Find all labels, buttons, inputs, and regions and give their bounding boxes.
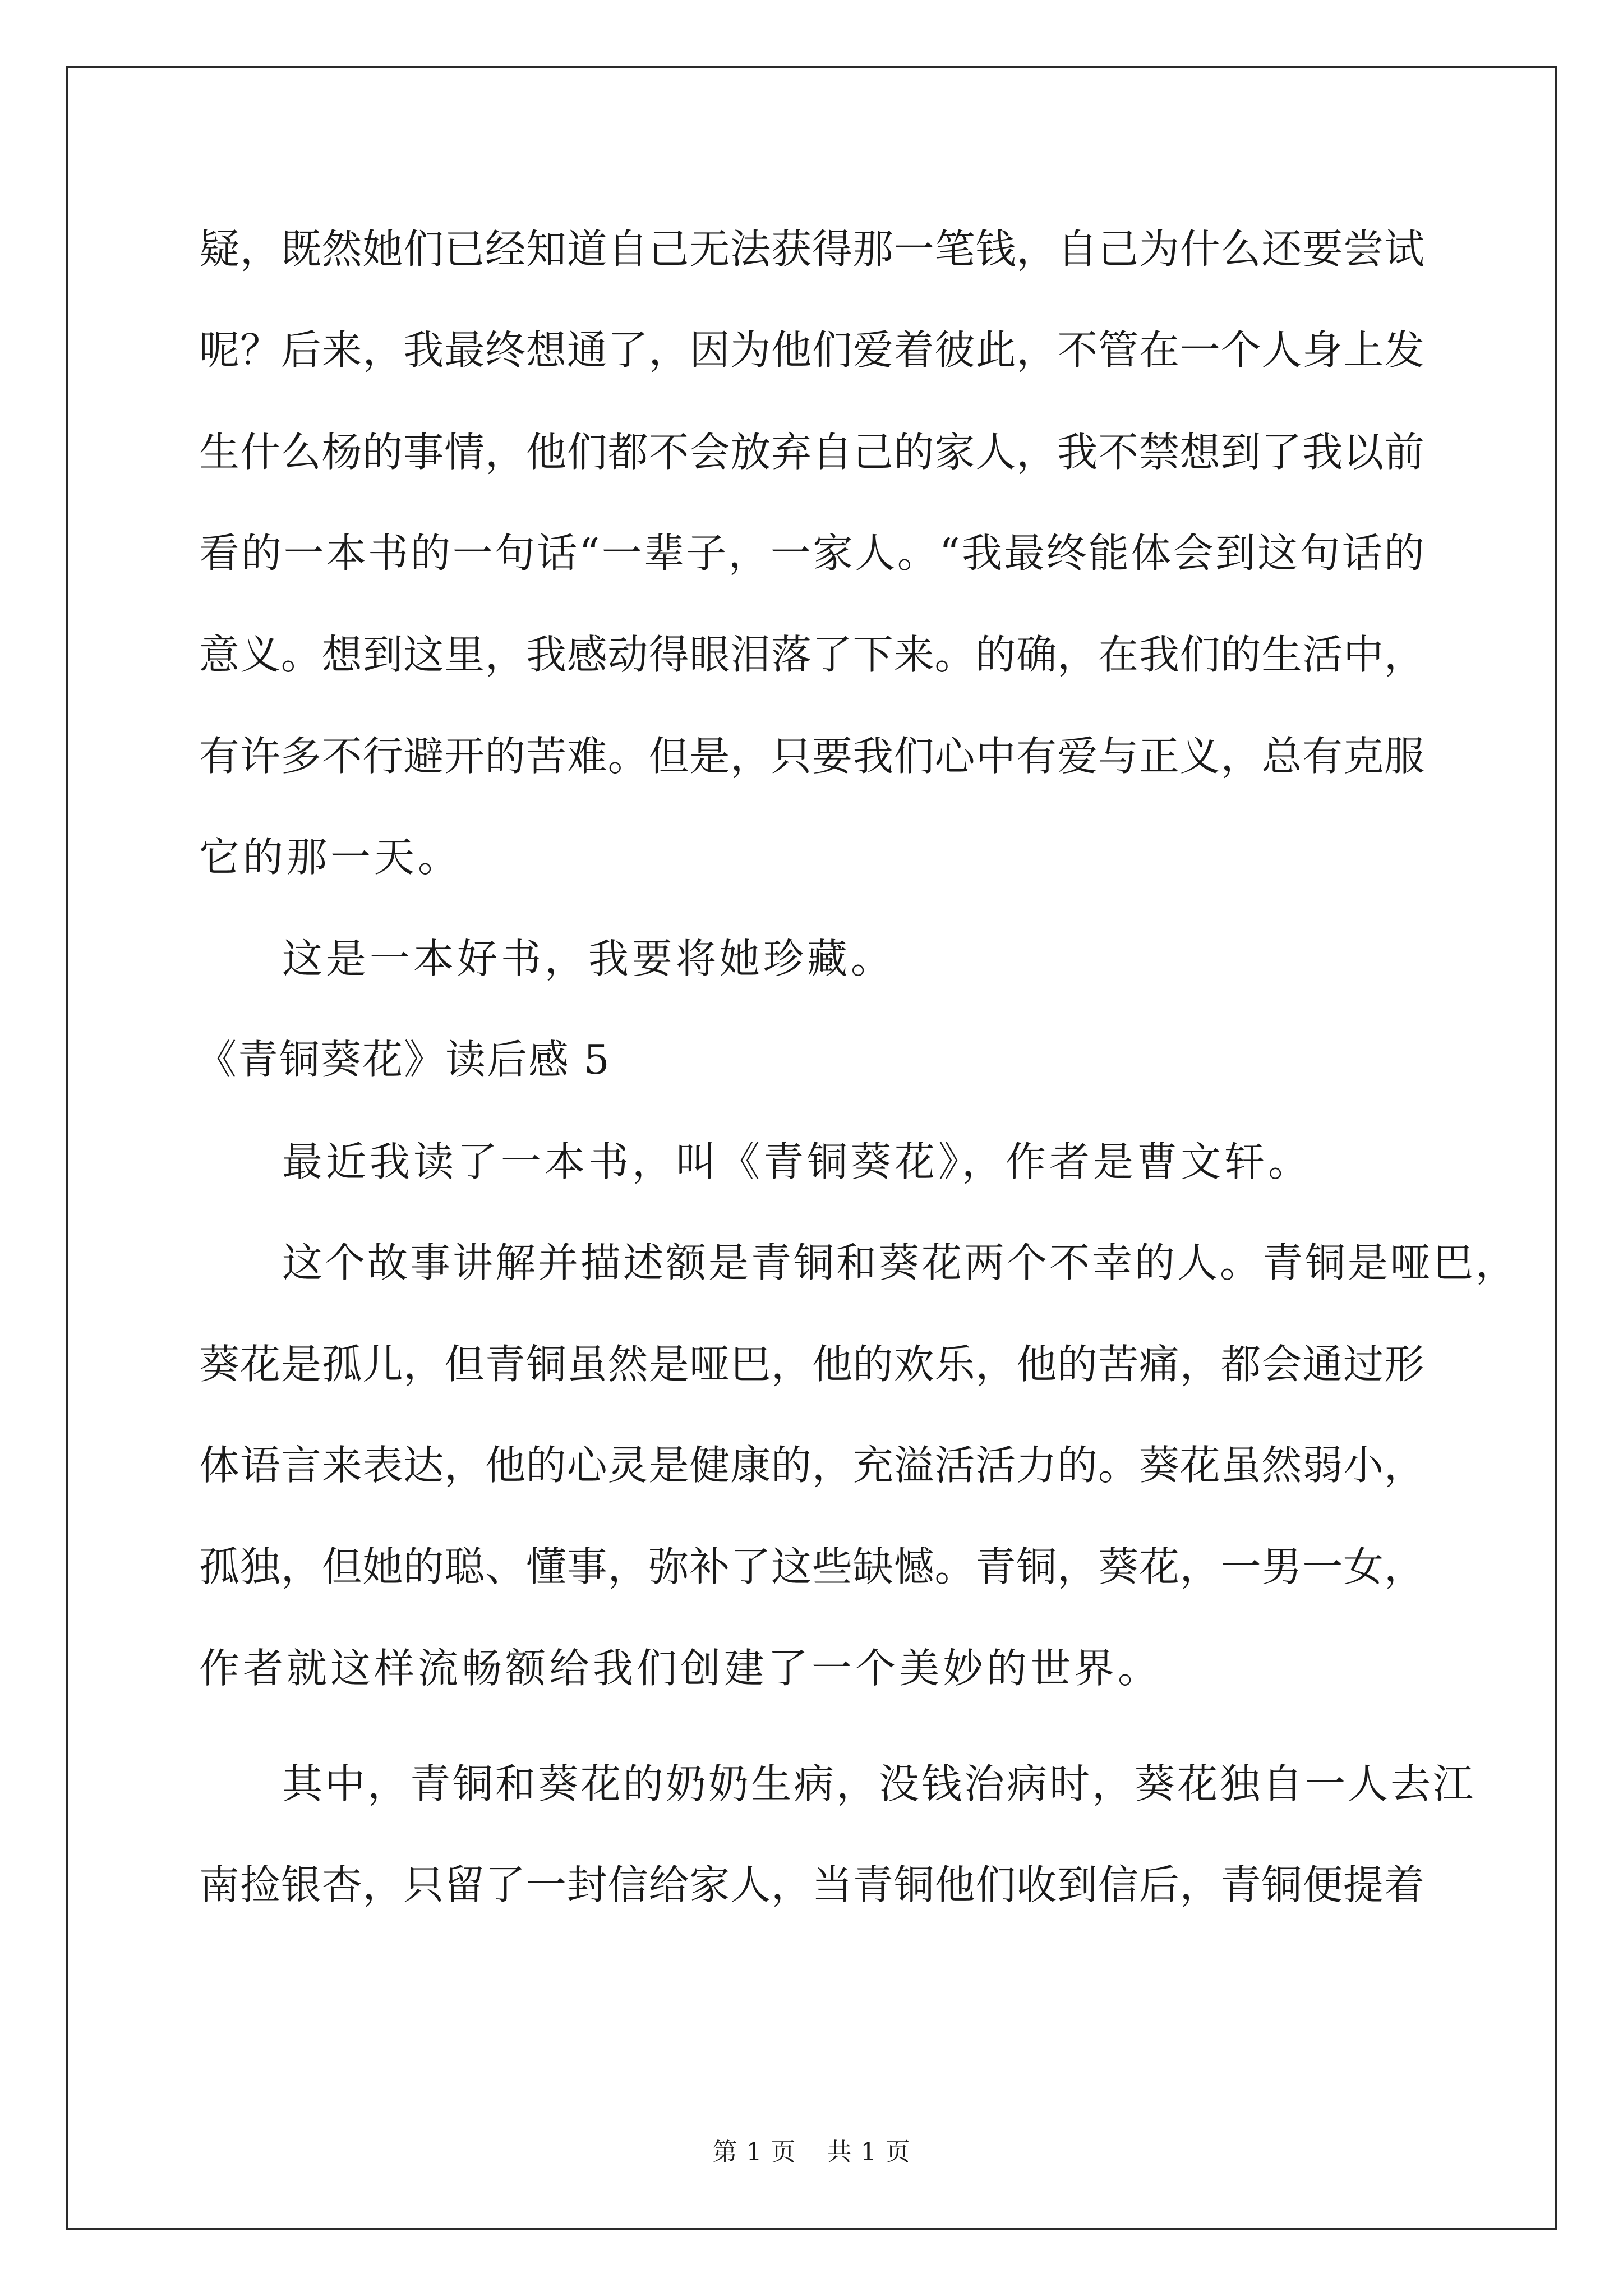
body-line: 最近我读了一本书，叫《青铜葵花》，作者是曹文轩。 <box>282 1138 1312 1185</box>
body-line: 南捡银杏，只留了一封信给家人，当青铜他们收到信后，青铜便提着 <box>199 1861 1424 1908</box>
body-line: 看的一本书的一句话“一辈子，一家人。“我最终能体会到这句话的 <box>199 530 1424 577</box>
body-line: 这是一本好书，我要将她珍藏。 <box>282 935 895 982</box>
body-line: 呢？后来，我最终想通了，因为他们爱着彼此，不管在一个人身上发 <box>199 326 1424 374</box>
body-line: 葵花是孤儿，但青铜虽然是哑巴，他的欢乐，他的苦痛，都会通过形 <box>199 1341 1424 1388</box>
page-footer <box>0 2132 1623 2168</box>
page-number: 第 1 页 <box>712 2138 796 2166</box>
body-line: 生什么杨的事情，他们都不会放弃自己的家人，我不禁想到了我以前 <box>199 429 1424 476</box>
body-line: 疑，既然她们已经知道自己无法获得那一笔钱，自己为什么还要尝试 <box>199 226 1424 273</box>
body-line: 作者就这样流畅额给我们创建了一个美妙的世界。 <box>199 1645 1162 1692</box>
body-line: 孤独，但她的聪、懂事，弥补了这些缺憾。青铜，葵花，一男一女， <box>199 1543 1424 1590</box>
body-line: 意义。想到这里，我感动得眼泪落了下来。的确，在我们的生活中， <box>199 631 1424 678</box>
section-heading: 《青铜葵花》读后感 5 <box>196 1036 611 1083</box>
body-line: 体语言来表达，他的心灵是健康的，充溢活活力的。葵花虽然弱小， <box>199 1442 1424 1489</box>
body-line: 它的那一天。 <box>199 834 462 881</box>
body-line: 其中，青铜和葵花的奶奶生病，没钱治病时，葵花独自一人去江 <box>282 1760 1476 1807</box>
body-line: 有许多不行避开的苦难。但是，只要我们心中有爱与正义，总有克服 <box>199 733 1424 780</box>
page-total: 共 1 页 <box>827 2138 911 2166</box>
body-line: 这个故事讲解并描述额是青铜和葵花两个不幸的人。青铜是哑巴， <box>282 1239 1519 1286</box>
